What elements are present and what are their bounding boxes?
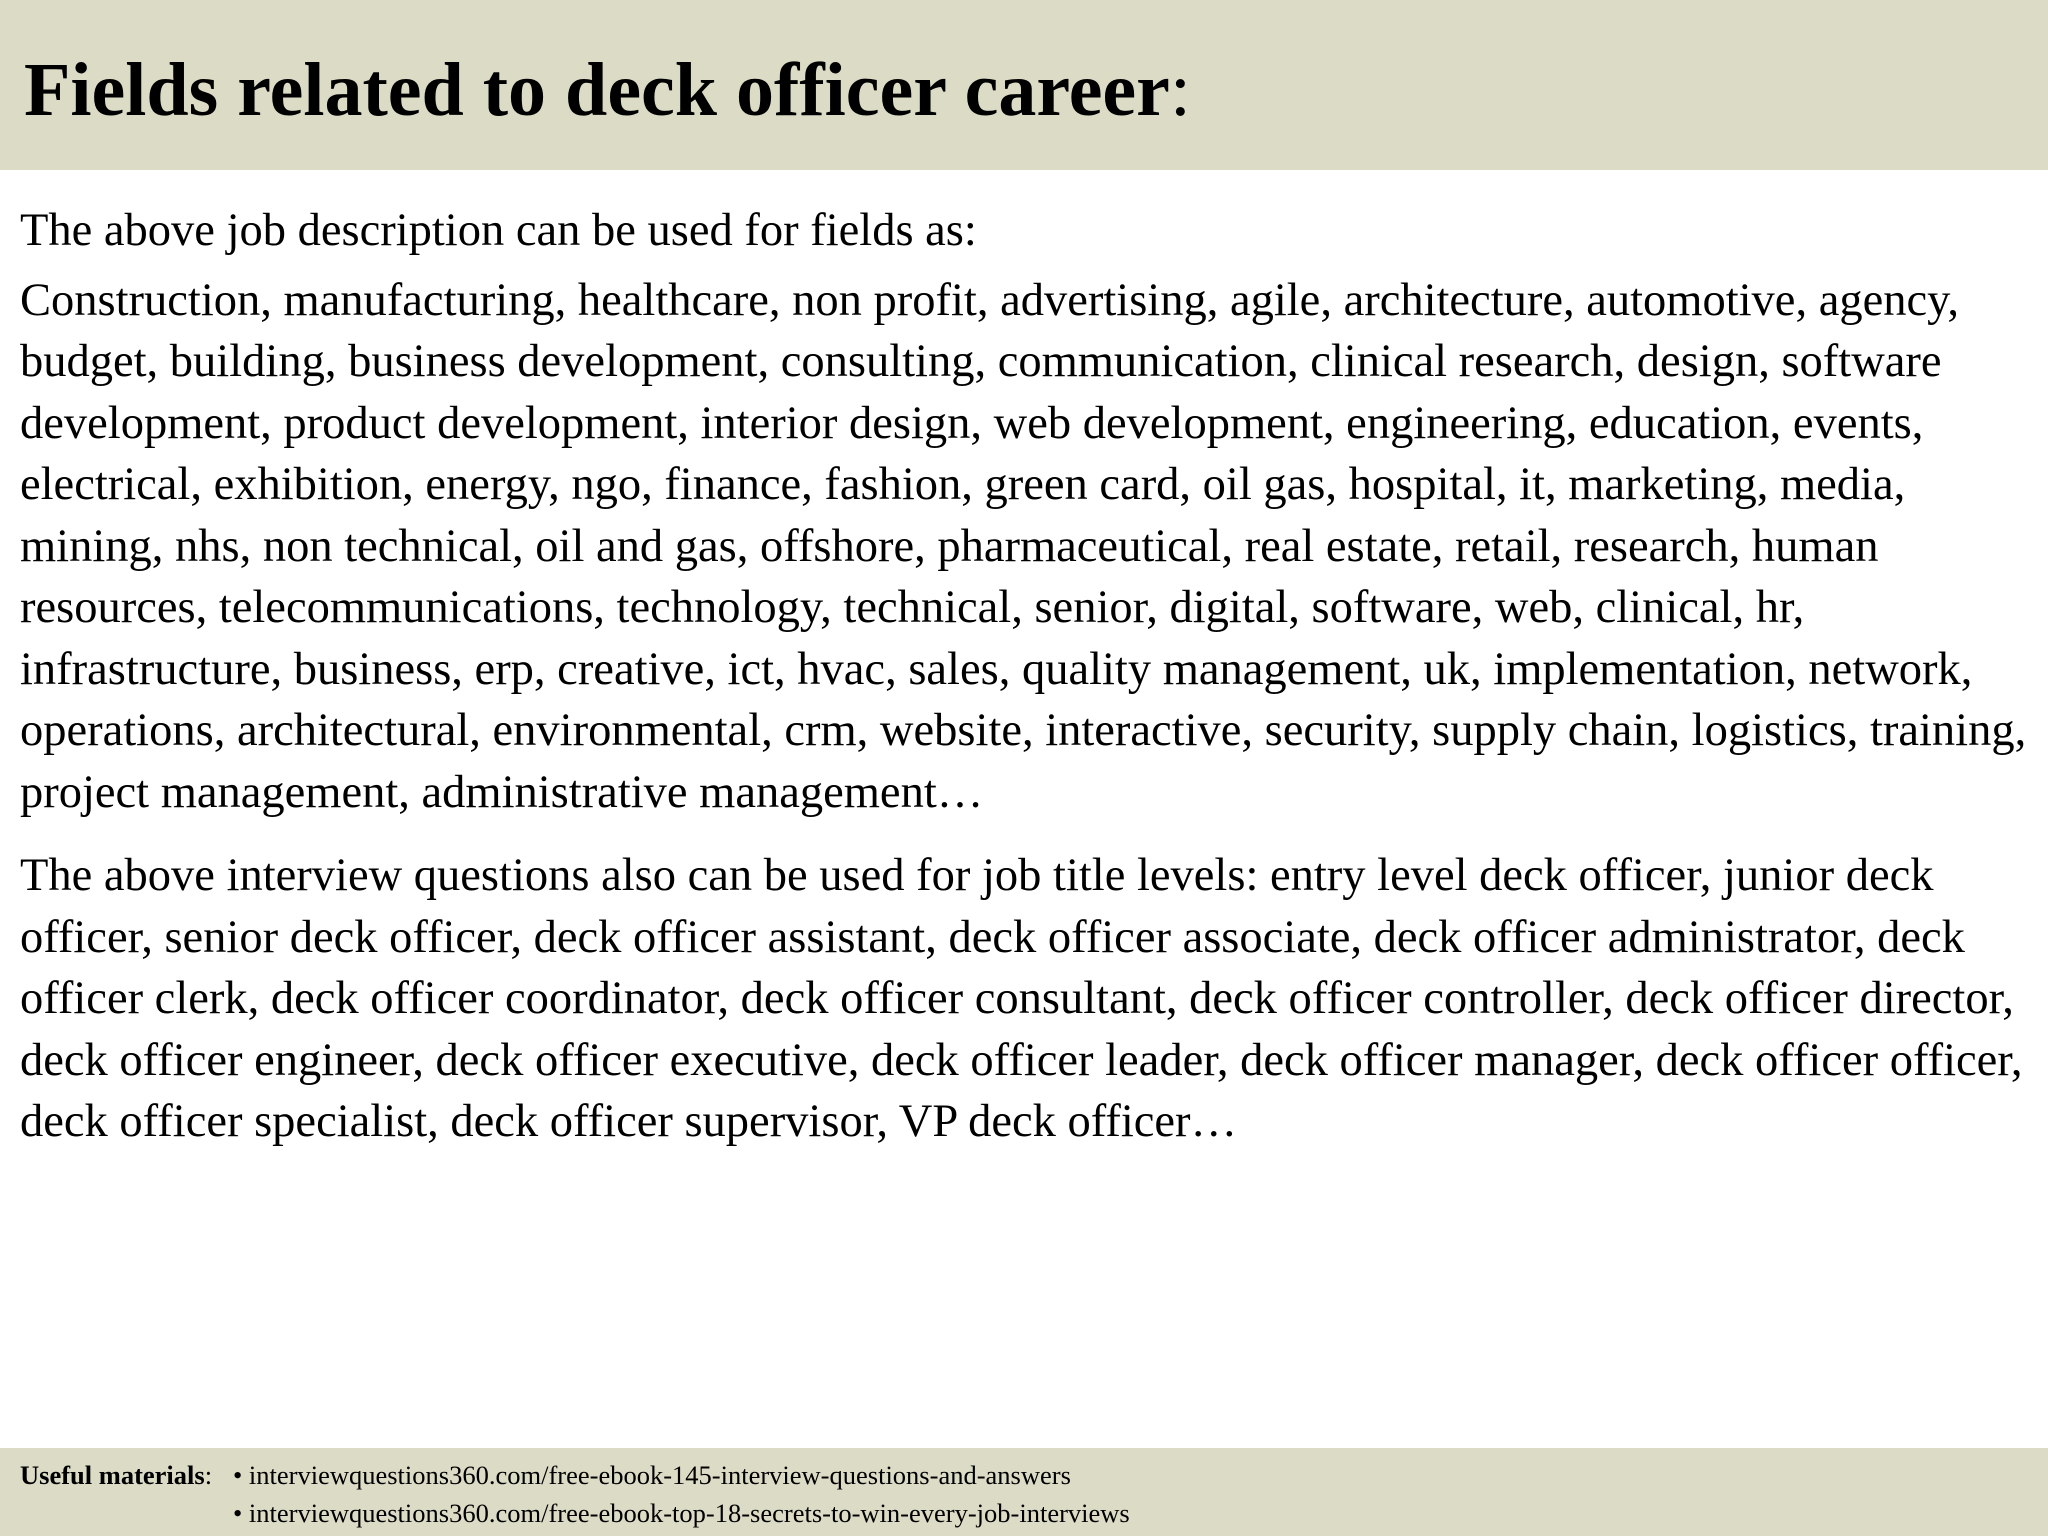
footer-label-cell [20, 1456, 233, 1494]
footer-label-separator: : [204, 1460, 213, 1490]
fields-paragraph: Construction, manufacturing, healthcare, non profit, advertising, agile, architecture, automotive, agency, budget, building, business development, consulting, communication, clinical research, design, software development, product development, interior design, web development, engineering, education, events, electrical, exhibition, energy, ngo, finance, fashion, green card, oil gas, hospital, it, marketing, media, mining, nhs, non technical, oil and gas, offshore, pharmaceutical, real estate, retail, research, human resources, telecommunications, technology, technical, senior, digital, software, web, clinical, hr, infrastructure, business, erp, creative, ict, hvac, sales, quality management, uk, implementation, network, operations, architectural, environmental, crm, website, interactive, security, supply chain, logistics, training, project management, administrative management… [20, 274, 2027, 818]
footer-row-1 [20, 1456, 1130, 1494]
footer-label: Useful materials [20, 1460, 205, 1490]
useful-materials-footer [20, 1456, 1130, 1532]
job-levels-paragraph: The above interview questions also can be used for job title levels: entry level deck officer, junior deck officer, senior deck officer, deck officer assistant, deck officer associate, deck officer administrator, deck officer clerk, deck officer coordinator, deck officer consultant, deck officer controller, deck officer director, deck officer engineer, deck officer executive, deck officer leader, deck officer manager, deck officer officer, deck officer specialist, deck officer supervisor, VP deck officer… [20, 850, 2023, 1147]
footer-label-spacer [20, 1494, 233, 1532]
slide-title-colon: : [1169, 48, 1192, 132]
footer-link-ebook-top-18[interactable]: • interviewquestions360.com/free-ebook-top-18-secrets-to-win-every-job-interviews [233, 1498, 1130, 1528]
intro-paragraph: The above job description can be used for fields as: [20, 205, 977, 256]
footer-row-2 [20, 1494, 1130, 1532]
slide-title [24, 44, 1191, 136]
slide-body [20, 200, 2030, 1153]
slide-title-text: Fields related to deck officer career [24, 48, 1170, 132]
footer-link-ebook-145[interactable]: • interviewquestions360.com/free-ebook-145-interview-questions-and-answers [233, 1460, 1071, 1490]
